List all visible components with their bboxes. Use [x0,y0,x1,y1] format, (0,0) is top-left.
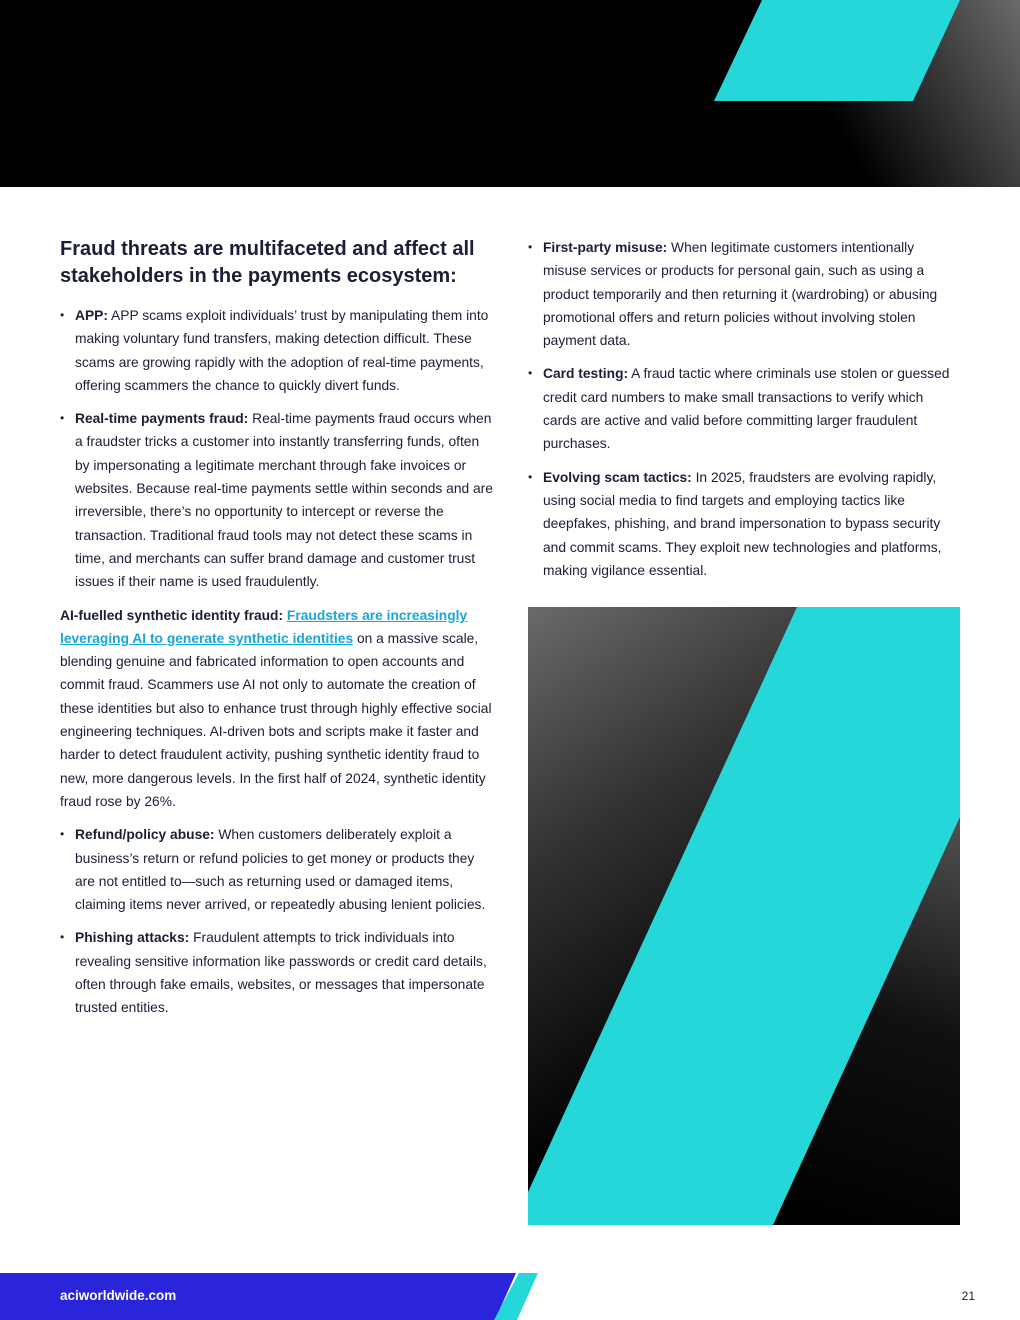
bullet-text: Real-time payments fraud occurs when a fraudster tricks a customer into instantly transferring funds, often by impersonating a legitimate merchant through fake invoices or websites. Because real-time payments settle within seconds and are irreversible, there’s no opportunity to intercept or reverse the transaction. Traditional fraud tools may not detect these scams in time, and merchants can suffer brand damage and customer trust issues if their name is used fraudulently. [75,411,493,590]
bullet-text: Fraudulent attempts to trick individuals into revealing sensitive information like passwords or credit card details, often through fake emails, websites, or messages that impersonate trusted entities. [75,930,487,1016]
bullet-phishing-attacks [60,926,496,1019]
section-heading: Fraud threats are multifaceted and affect all stakeholders in the payments ecosystem: [60,238,475,287]
bullet-card-testing [528,362,960,455]
bullet-evolving-scam-tactics [528,466,960,582]
bullet-app [60,304,496,397]
decorative-graphic [528,607,960,1225]
synthetic-identities-link[interactable]: Fraudsters are increasingly leveraging AI to generate synthetic identities [60,607,468,646]
bullet-term: Real-time payments fraud: [75,411,249,427]
header-banner-art [0,0,1020,187]
bullet-refund-policy-abuse [60,823,496,916]
footer [0,1273,1020,1320]
bullet-text: When customers deliberately exploit a business’s return or refund policies to get money or products they are not entitled to—such as returning used or damaged items, claiming items never arrived, or repeatedly abusing lenient policies. [75,827,486,913]
bullet-real-time-payments-fraud [60,407,496,593]
footer-website-link[interactable]: aciworldwide.com [60,1288,177,1303]
bullet-first-party-misuse [528,236,960,352]
bullet-list-bottom [60,823,496,1019]
bullet-text: When legitimate customers intentionally misuse services or products for personal gain, such as using a product temporarily and then returning it (wardrobing) or abusing promotional offers and return policies without involving stolen payment data. [543,240,938,349]
page-number: 21 [961,1289,975,1303]
header-banner-graphic [0,0,1020,187]
synthetic-text: on a massive scale, blending genuine and fabricated information to open accounts and commit fraud. Scammers use AI not only to automate the creation of these identities but also to enhance trust through highly effective social engineering techniques. AI-driven bots and scripts make it faster and harder to detect fraudulent activity, pushing synthetic identity fraud to new, more dangerous levels. In the first half of 2024, synthetic identity fraud rose by 26%. [60,630,492,809]
bullet-term: Refund/policy abuse: [75,827,215,843]
left-column [60,236,496,1030]
bullet-term: First-party misuse: [543,240,668,255]
bullet-list-top [60,304,496,594]
bullet-term: Card testing: [543,366,629,382]
synthetic-identity-paragraph [60,604,496,814]
bullet-text: APP scams exploit individuals’ trust by manipulating them into making voluntary fund transfers, making detection difficult. These scams are growing rapidly with the adoption of real-time payments, offering scammers the chance to quickly divert funds. [75,308,489,393]
bullet-text: In 2025, fraudsters are evolving rapidly, using social media to find targets and employing tactics like deepfakes, phishing, and brand impersonation to bypass security and commit scams. They exploit new technologies and platforms, making vigilance essential. [543,469,942,578]
synthetic-term: AI-fuelled synthetic identity fraud: [60,607,284,623]
right-column [528,236,960,592]
bullet-term: Evolving scam tactics: [543,469,692,485]
bullet-list-right [528,236,960,582]
bullet-term: APP: [75,308,108,323]
decorative-graphic-art [528,607,960,1225]
bullet-term: Phishing attacks: [75,930,190,946]
bullet-text: A fraud tactic where criminals use stolen or guessed credit card numbers to make small transactions to verify which cards are active and valid before committing larger fraudulent purchases. [543,366,950,452]
